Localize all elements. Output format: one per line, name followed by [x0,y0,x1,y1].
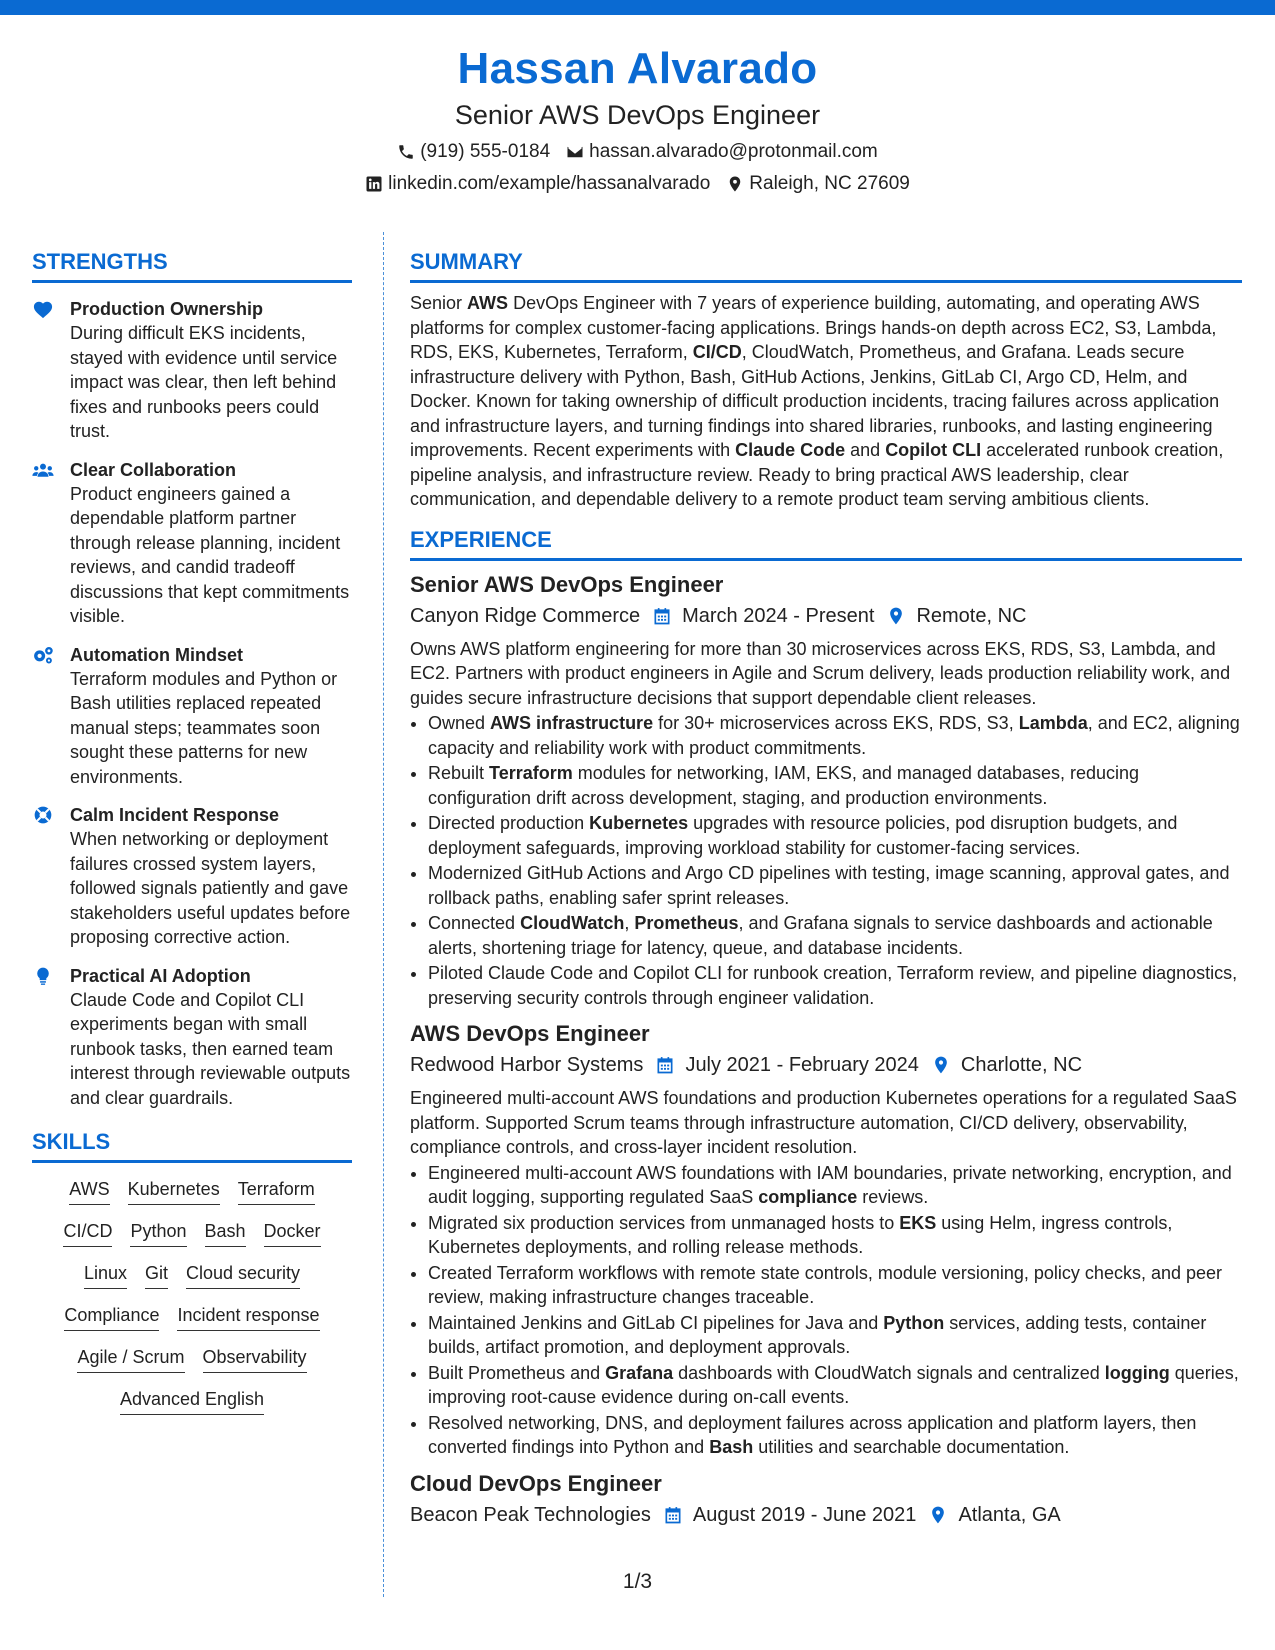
strength-title: Practical AI Adoption [70,965,251,986]
skill-tag: Git [145,1261,168,1289]
job-company: Redwood Harbor Systems [410,1054,644,1076]
strength-text: During difficult EKS incidents, stayed with evidence until service impact was clear, then left behind fixes and runbooks peers could trust. [70,323,338,441]
skill-row [32,1345,352,1373]
skill-row [32,1387,352,1415]
strength-title: Calm Incident Response [70,805,280,825]
strength-text: When networking or deployment failures crossed system layers, followed signals patiently and gave stakeholders useful updates before proposing corrective action. [70,829,351,947]
contact-row-1 [0,140,1275,164]
job-dates: August 2019 - June 2021 [692,1503,917,1526]
experience-list [410,571,1242,1528]
right-column [410,248,1242,1528]
candidate-role: Senior AWS DevOps Engineer [454,100,821,130]
map-pin-icon [931,1055,951,1075]
skill-tag: Bash [205,1219,246,1247]
skill-tag: Terraform [238,1177,315,1205]
strength-item [32,643,352,790]
job-meta [410,1052,1242,1078]
life-ring-icon [32,805,54,825]
job-title: Cloud DevOps Engineer [410,1470,662,1496]
job-bullet: • Rebuilt Terraform modules for networking, IAM, EKS, and managed databases, reducing configuration drift across development, staging, and production environments. [428,761,1242,810]
job-bullet: • Modernized GitHub Actions and Argo CD pipelines with testing, image scanning, approval gates, and rollback paths, enabling safer sprint releases. [428,861,1242,910]
skill-tag: Python [130,1219,186,1247]
job-title: Senior AWS DevOps Engineer [410,571,724,597]
job-description: Owns AWS platform engineering for more than 30 microservices across EKS, RDS, S3, Lambda, and EC2. Partners with product engineers in Agile and Scrum delivery, leads production reliability work, and guides secure infrastructure decisions that support dependable client releases. [410,638,1231,708]
skill-tag: Observability [203,1345,307,1373]
job-bullets [410,711,1242,1010]
skill-tag: Compliance [64,1303,159,1331]
column-divider [383,232,384,1597]
strength-text: Terraform modules and Python or Bash utilities replaced repeated manual steps; teammates soon sought these patterns for new environments. [70,668,338,787]
left-column [32,248,352,1429]
job-bullet: • Directed production Kubernetes upgrades with resource policies, pod disruption budgets, and deployment safeguards, improving workload stability for customer-facing services. [428,811,1242,860]
job-bullet: • Maintained Jenkins and GitLab CI pipelines for Java and Python services, adding tests, container builds, artifact promotion, and deployment approvals. [428,1311,1242,1360]
skill-tag: Agile / Scrum [77,1345,184,1373]
resume-header [0,42,1275,196]
job-meta [410,603,1242,629]
job-company: Canyon Ridge Commerce [410,604,641,627]
strength-item [32,964,352,1111]
skill-tag: AWS [69,1177,109,1205]
strength-text: Product engineers gained a dependable platform partner through release planning, incident reviews, and candid tradeoff discussions that kept commitments visible. [70,483,350,626]
calendar-icon [655,1055,675,1075]
job-location: Atlanta, GA [958,1503,1061,1526]
skill-tag: Incident response [177,1303,319,1331]
phone-text: (919) 555-0184 [420,141,551,162]
skill-tag: Cloud security [186,1261,300,1289]
location-text: Raleigh, NC 27609 [749,173,910,194]
job-bullets [410,1161,1242,1460]
linkedin-text[interactable]: linkedin.com/example/hassanalvarado [388,173,711,194]
job-bullet: • Built Prometheus and Grafana dashboards with CloudWatch signals and centralized logging queries, improving root-cause evidence during on-call events. [428,1361,1242,1410]
job-location: Charlotte, NC [960,1054,1083,1076]
job-title: AWS DevOps Engineer [410,1021,650,1046]
calendar-icon [663,1505,683,1525]
top-accent-bar [0,0,1275,15]
skill-row [32,1261,352,1289]
job-bullet: • Engineered multi-account AWS foundations with IAM boundaries, private networking, encryption, and audit logging, supporting regulated SaaS compliance reviews. [428,1161,1242,1210]
skills-list [32,1177,352,1415]
skill-tag: Linux [84,1261,127,1289]
strengths-title: STRENGTHS [32,248,352,283]
job-bullet: • Piloted Claude Code and Copilot CLI for runbook creation, Terraform review, and pipeline diagnostics, preserving security controls through engineer validation. [428,961,1242,1010]
job-dates: March 2024 - Present [682,604,875,627]
summary-text: Senior AWS DevOps Engineer with 7 years of experience building, automating, and operating AWS platforms for complex customer-facing applications. Brings hands-on depth across EC2, S3, Lambda, RDS, EKS, Kubernetes, Terraform, CI/CD, CloudWatch, Prometheus, and Grafana. Leads secure infrastructure delivery with Python, Bash, GitHub Actions, Jenkins, GitLab CI, Argo CD, Helm, and Docker. Known for taking ownership of difficult production incidents, tracing failures across application and infrastructure layers, and turning findings into shared libraries, runbooks, and lasting engineering improvements. Recent experiments with Claude Code and Copilot CLI accelerated runbook creation, pipeline analysis, and infrastructure review. Ready to bring practical AWS leadership, clear communication, and dependable delivery to a remote product team serving ambitious clients. [410,293,1224,509]
phone-icon [397,143,415,161]
job-entry [410,571,1242,1011]
strength-item [32,458,352,629]
skill-row [32,1219,352,1247]
skill-tag: Kubernetes [128,1177,220,1205]
job-bullet: • Created Terraform workflows with remote state controls, module versioning, policy checks, and peer review, making infrastructure changes traceable. [428,1261,1242,1310]
strength-title: Production Ownership [70,299,264,319]
email-text[interactable]: hassan.alvarado@protonmail.com [589,141,878,162]
map-pin-icon [928,1505,948,1525]
job-dates: July 2021 - February 2024 [685,1054,919,1076]
job-bullet: • Resolved networking, DNS, and deployment failures across application and platform layers, then converted findings into Python and Bash utilities and searchable documentation. [428,1411,1242,1460]
skill-tag: Docker [264,1219,321,1247]
envelope-icon [566,143,584,161]
map-pin-icon [886,606,906,626]
linkedin-contact[interactable] [365,172,710,196]
gears-icon [32,645,54,665]
job-location: Remote, NC [916,604,1027,627]
job-bullet: • Migrated six production services from unmanaged hosts to EKS using Helm, ingress controls, Kubernetes deployments, and rolling release methods. [428,1211,1242,1260]
skill-row [32,1303,352,1331]
job-bullet: • Owned AWS infrastructure for 30+ microservices across EKS, RDS, S3, Lambda, and EC2, aligning capacity and reliability work with product commitments. [428,711,1242,760]
lightbulb-icon [32,966,54,986]
strength-item [32,297,352,444]
summary-title: SUMMARY [410,248,1242,283]
job-company: Beacon Peak Technologies [410,1503,651,1526]
job-entry [410,1470,1242,1528]
page-number: 1/3 [622,1570,653,1593]
map-pin-icon [726,175,744,193]
skills-title: SKILLS [32,1128,352,1163]
strength-title: Automation Mindset [70,644,243,665]
contact-row-2 [0,172,1275,196]
job-meta [410,1502,1242,1528]
skill-row [32,1177,352,1205]
linkedin-icon [365,175,383,193]
calendar-icon [652,606,672,626]
candidate-name: Hassan Alvarado [457,44,818,93]
location-contact [726,172,910,196]
heart-icon [32,299,54,319]
skill-tag: CI/CD [63,1219,112,1247]
strength-title: Clear Collaboration [70,459,237,480]
job-entry [410,1020,1242,1460]
users-icon [32,460,54,480]
job-description: Engineered multi-account AWS foundations and production Kubernetes operations for a regulated SaaS platform. Supported Scrum teams through infrastructure automation, CI/CD delivery, observability, compliance controls, and cross-layer incident resolution. [410,1088,1237,1157]
job-bullet: • Connected CloudWatch, Prometheus, and Grafana signals to service dashboards and actionable alerts, shortening triage for latency, queue, and database incidents. [428,911,1242,960]
email-contact[interactable] [566,140,878,164]
experience-title: EXPERIENCE [410,526,1242,561]
skill-tag: Advanced English [120,1387,264,1415]
strength-item [32,803,352,950]
strength-text: Claude Code and Copilot CLI experiments began with small runbook tasks, then earned team interest through reviewable outputs and clear guardrails. [70,989,351,1108]
phone-contact [397,140,550,164]
